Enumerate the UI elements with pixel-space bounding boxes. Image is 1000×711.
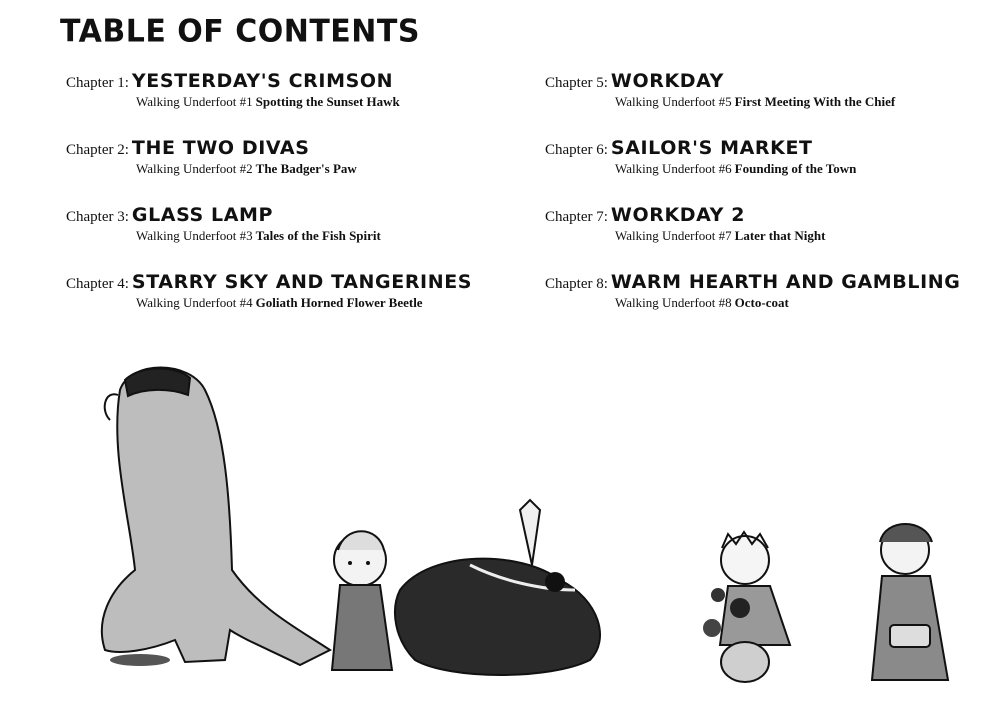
chapter-title: YESTERDAY'S CRIMSON [131,70,394,92]
chapter-title: THE TWO DIVAS [131,137,310,159]
series-label: Walking Underfoot #2 [136,161,253,176]
page-title: TABLE OF CONTENTS [60,13,420,50]
sub-title: Goliath Horned Flower Beetle [255,295,423,310]
toc-entry[interactable] [545,70,985,137]
chapter-number: Chapter 4: [66,276,129,292]
chapter-title: WARM HEARTH AND GAMBLING [610,271,961,293]
girl-figure [332,531,392,670]
series-label: Walking Underfoot #6 [615,161,732,176]
toc-entry[interactable] [545,271,985,338]
series-label: Walking Underfoot #1 [136,94,253,109]
chapter-title: GLASS LAMP [131,204,274,226]
woman-figure [872,524,948,680]
sub-title: Spotting the Sunset Hawk [255,94,400,109]
chapter-title: WORKDAY [610,70,724,92]
chapter-number: Chapter 3: [66,209,129,225]
chapter-number: Chapter 1: [66,75,129,91]
chapter-title: SAILOR'S MARKET [610,137,813,159]
toc-entry[interactable] [66,204,506,271]
sub-title: Founding of the Town [734,161,857,176]
toc-left-column [66,70,506,338]
toc-entry[interactable] [66,137,506,204]
toc-entry[interactable] [66,70,506,137]
series-label: Walking Underfoot #4 [136,295,253,310]
sub-title: Later that Night [734,228,826,243]
chapter-title: WORKDAY 2 [610,204,746,226]
sub-title: Octo-coat [734,295,789,310]
chapter-number: Chapter 7: [545,209,608,225]
toc-entry[interactable] [545,204,985,271]
chapter-number: Chapter 6: [545,142,608,158]
toc-entry[interactable] [545,137,985,204]
series-label: Walking Underfoot #8 [615,295,732,310]
character-illustration [0,350,1000,711]
series-label: Walking Underfoot #3 [136,228,253,243]
chapter-number: Chapter 2: [66,142,129,158]
boy-figure [703,532,790,682]
series-label: Walking Underfoot #5 [615,94,732,109]
sub-title: First Meeting With the Chief [734,94,896,109]
chapter-title: STARRY SKY AND TANGERINES [131,271,473,293]
series-label: Walking Underfoot #7 [615,228,732,243]
toc-right-column [545,70,985,338]
beast-figure [102,368,330,667]
beetle-figure [395,500,600,675]
chapter-number: Chapter 8: [545,276,608,292]
sub-title: The Badger's Paw [255,161,357,176]
toc-entry[interactable] [66,271,506,338]
chapter-number: Chapter 5: [545,75,608,91]
sub-title: Tales of the Fish Spirit [255,228,381,243]
